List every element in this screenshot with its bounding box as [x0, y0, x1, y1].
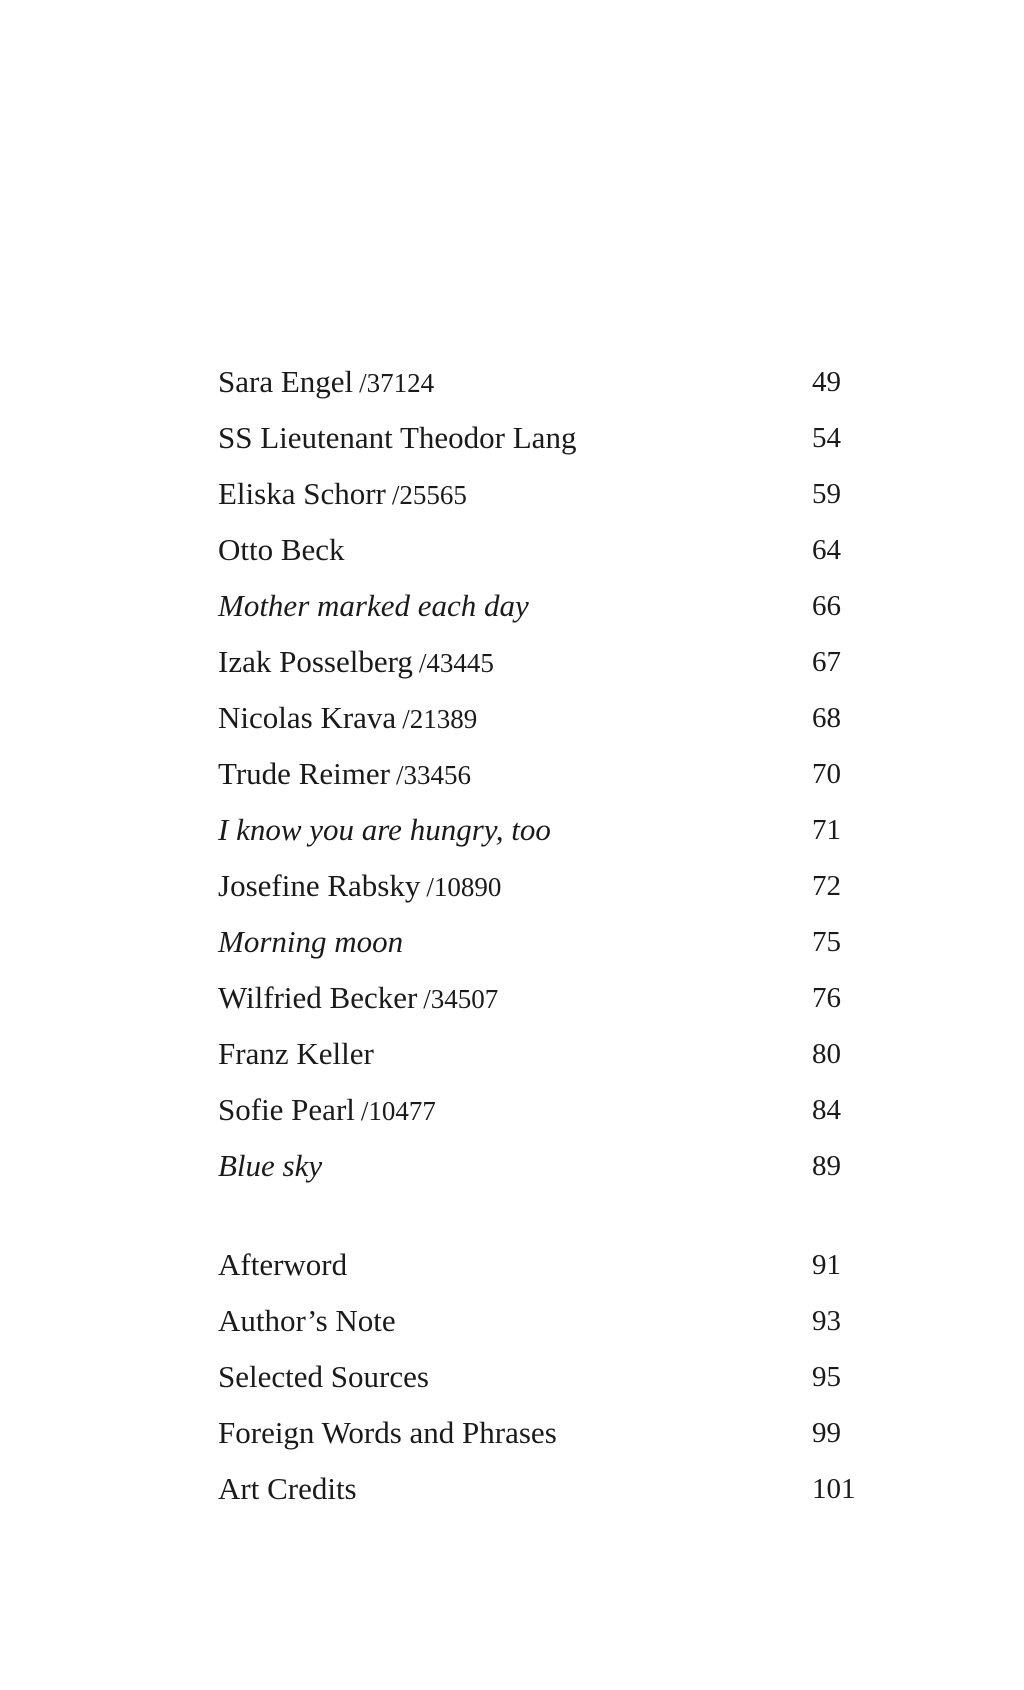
- toc-entry: [218, 1026, 858, 1082]
- toc-entry-page-number: 91: [812, 1249, 841, 1281]
- toc-entry-page-number: 49: [812, 366, 841, 398]
- toc-entry-prisoner-number: /33456: [395, 760, 471, 790]
- toc-entry: [218, 1349, 858, 1405]
- toc-entry: [218, 858, 858, 914]
- toc-entry-prisoner-number: /21389: [402, 704, 478, 734]
- toc-entry-title: [218, 354, 434, 411]
- toc-entry-title: [218, 522, 345, 578]
- toc-entry: [218, 746, 858, 802]
- toc-entry-page-number: 54: [812, 422, 841, 454]
- toc-entry-title: [218, 1293, 396, 1349]
- toc-entry-title-text: Art Credits: [218, 1471, 357, 1506]
- toc-entry: [218, 1237, 858, 1293]
- toc-entry-title-text: Selected Sources: [218, 1359, 429, 1394]
- toc-entry-title-text: Afterword: [218, 1247, 348, 1282]
- toc-entry-title: [218, 410, 576, 466]
- toc-entry-page-number: 84: [812, 1094, 841, 1126]
- toc-entry-page-number: 70: [812, 758, 841, 790]
- toc-entry-title-text: Nicolas Krava: [218, 700, 397, 735]
- toc-entry-title-text: Mother marked each day: [218, 588, 529, 623]
- toc-entry-page-number: 71: [812, 814, 841, 846]
- toc-entry-page-number: 95: [812, 1361, 841, 1393]
- table-of-contents: [218, 354, 858, 1517]
- toc-entry-title: [218, 914, 403, 970]
- toc-entry: [218, 970, 858, 1026]
- toc-entry-title: [218, 970, 498, 1027]
- toc-entry-prisoner-number: /37124: [359, 368, 435, 398]
- toc-entry: [218, 1461, 858, 1517]
- toc-entry-title-text: SS Lieutenant Theodor Lang: [218, 420, 577, 455]
- toc-entry-page-number: 66: [812, 590, 841, 622]
- toc-entry-page-number: 89: [812, 1150, 841, 1182]
- toc-entry: [218, 466, 858, 522]
- toc-entry-page-number: 76: [812, 982, 841, 1014]
- toc-entry: [218, 634, 858, 690]
- toc-entry-page-number: 99: [812, 1417, 841, 1449]
- toc-entry-title: [218, 1461, 357, 1517]
- toc-entry-page-number: 67: [812, 646, 841, 678]
- toc-entry-prisoner-number: /43445: [418, 648, 494, 678]
- section-gap: [218, 1194, 858, 1237]
- toc-entry: [218, 1082, 858, 1138]
- toc-entry-title: [218, 1138, 322, 1194]
- toc-entry-title-text: Eliska Schorr: [218, 476, 386, 511]
- toc-entry-title-text: Trude Reimer: [218, 756, 390, 791]
- toc-entry-title: [218, 1349, 429, 1405]
- toc-entry-page-number: 101: [812, 1473, 856, 1505]
- toc-entry-title-text: I know you are hungry, too: [218, 812, 551, 847]
- toc-entry-title-text: Izak Posselberg: [218, 644, 413, 679]
- toc-entry-page-number: 72: [812, 870, 841, 902]
- toc-entry: [218, 522, 858, 578]
- toc-entry-prisoner-number: /34507: [423, 984, 499, 1014]
- toc-entry-page-number: 64: [812, 534, 841, 566]
- toc-entry-title: [218, 578, 529, 634]
- toc-entry-title: [218, 1237, 347, 1293]
- toc-entry-title-text: Franz Keller: [218, 1036, 374, 1071]
- toc-entry: [218, 1293, 858, 1349]
- toc-entry: [218, 578, 858, 634]
- toc-entry-page-number: 59: [812, 478, 841, 510]
- toc-entry-page-number: 68: [812, 702, 841, 734]
- toc-entry-title-text: Sara Engel: [218, 364, 354, 399]
- toc-entry-title: [218, 1082, 436, 1139]
- toc-entry-title: [218, 634, 494, 691]
- toc-entry: [218, 690, 858, 746]
- toc-entry-title: [218, 1405, 557, 1461]
- toc-entry-page-number: 93: [812, 1305, 841, 1337]
- toc-entry-title: [218, 1026, 374, 1082]
- toc-entry-title: [218, 466, 467, 523]
- toc-entry: [218, 914, 858, 970]
- toc-entry-prisoner-number: /10477: [360, 1096, 436, 1126]
- toc-entry-title-text: Otto Beck: [218, 532, 345, 567]
- toc-entry: [218, 802, 858, 858]
- toc-entry-prisoner-number: /10890: [426, 872, 502, 902]
- toc-entry-page-number: 75: [812, 926, 841, 958]
- toc-entry-title-text: Foreign Words and Phrases: [218, 1415, 557, 1450]
- toc-entry-title: [218, 746, 471, 803]
- toc-back-matter: [218, 1237, 858, 1517]
- toc-entry: [218, 1138, 858, 1194]
- toc-entry-title: [218, 858, 501, 915]
- toc-entry-title-text: Morning moon: [218, 924, 404, 959]
- toc-main-entries: [218, 354, 858, 1194]
- toc-entry-title-text: Sofie Pearl: [218, 1092, 355, 1127]
- toc-entry: [218, 410, 858, 466]
- toc-entry-title-text: Blue sky: [218, 1148, 323, 1183]
- toc-entry-title-text: Author’s Note: [218, 1303, 396, 1338]
- toc-entry: [218, 1405, 858, 1461]
- toc-entry-title-text: Josefine Rabsky: [218, 868, 421, 903]
- toc-entry: [218, 354, 858, 410]
- toc-entry-prisoner-number: /25565: [391, 480, 467, 510]
- toc-entry-title: [218, 690, 477, 747]
- toc-entry-page-number: 80: [812, 1038, 841, 1070]
- toc-entry-title: [218, 802, 551, 858]
- toc-entry-title-text: Wilfried Becker: [218, 980, 418, 1015]
